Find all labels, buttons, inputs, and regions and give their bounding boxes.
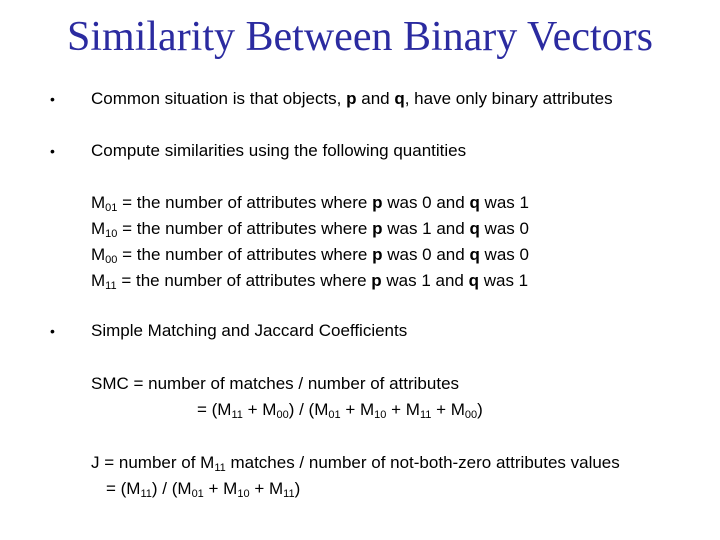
slide-title: Similarity Between Binary Vectors	[67, 14, 653, 60]
bullet-3-marker: •	[50, 323, 55, 339]
smc-definition: SMC = number of matches / number of attributes	[91, 374, 460, 393]
bullet-1-text: Common situation is that objects, p and q, have only binary attributes	[91, 89, 613, 108]
jaccard-formula: = $(M_{11}) / (M_{01} + M_{10} + M_{11})$	[106, 479, 301, 500]
bullet-1-marker: •	[50, 91, 55, 107]
definition-m01: $M_{01}$ = the number of attributes where p was 0 and q was 1	[91, 193, 529, 214]
bullet-3-text: Simple Matching and Jaccard Coefficients	[91, 321, 408, 340]
definition-m10: $M_{10}$ = the number of attributes where p was 1 and q was 0	[91, 219, 529, 240]
definition-m00: $M_{00}$ = the number of attributes where p was 0 and q was 0	[91, 245, 529, 266]
jaccard-definition: J = number of $M_{11}$ matches / number of not-both-zero attributes values	[91, 453, 620, 474]
definition-m11: $M_{11}$ = the number of attributes where p was 1 and q was 1	[91, 271, 529, 292]
bullet-2-text: Compute similarities using the following quantities	[91, 141, 467, 160]
smc-formula: = $(M_{11} + M_{00}) / (M_{01} + M_{10} + M_{11} + M_{00})$	[197, 400, 483, 421]
bullet-2-marker: •	[50, 143, 55, 159]
